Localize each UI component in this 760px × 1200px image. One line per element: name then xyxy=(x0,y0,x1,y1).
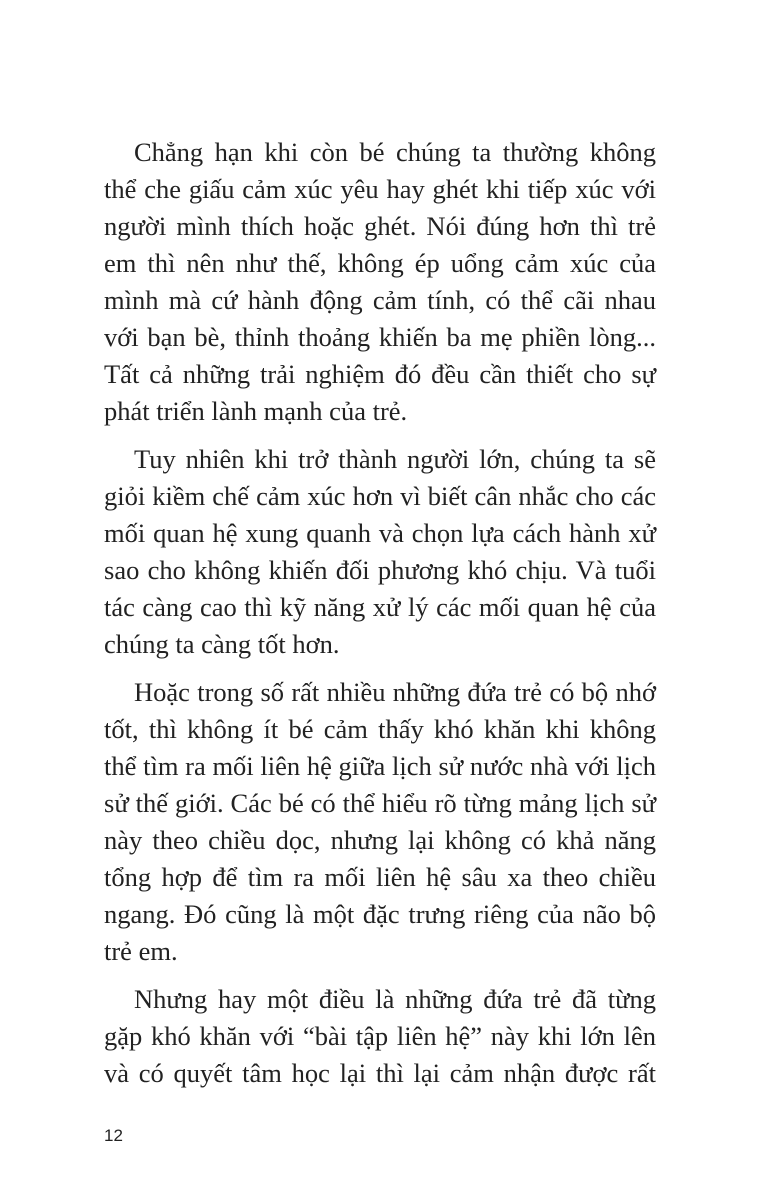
text-line: với bạn bè, thỉnh thoảng khiến ba mẹ phiền lòng... xyxy=(104,322,656,352)
text-line: ngang. Đó cũng là một đặc trưng riêng của não bộ xyxy=(104,899,656,929)
text-line: giỏi kiềm chế cảm xúc hơn vì biết cân nhắc cho các xyxy=(104,481,656,511)
text-line: sử thế giới. Các bé có thể hiểu rõ từng mảng lịch sử xyxy=(104,788,656,818)
text-line: mối quan hệ xung quanh và chọn lựa cách hành xử xyxy=(104,518,656,548)
text-line: Tất cả những trải nghiệm đó đều cần thiết cho sự xyxy=(104,359,656,389)
text-line: người mình thích hoặc ghét. Nói đúng hơn thì trẻ xyxy=(104,211,656,241)
text-line: tổng hợp để tìm ra mối liên hệ sâu xa theo chiều xyxy=(104,862,656,892)
text-line: mình mà cứ hành động cảm tính, có thể cãi nhau xyxy=(104,285,656,315)
text-line: sao cho không khiến đối phương khó chịu. Và tuổi xyxy=(104,555,656,585)
paragraph-2 xyxy=(104,441,656,663)
text-line: tác càng cao thì kỹ năng xử lý các mối quan hệ của xyxy=(104,592,656,622)
text-line: em thì nên như thế, không ép uổng cảm xúc của xyxy=(104,248,656,278)
text-line: Chẳng hạn khi còn bé chúng ta thường không xyxy=(134,137,656,167)
paragraph-3 xyxy=(104,674,656,970)
text-line: này theo chiều dọc, nhưng lại không có khả năng xyxy=(104,825,656,855)
text-line: Hoặc trong số rất nhiều những đứa trẻ có bộ nhớ xyxy=(134,677,656,707)
paragraph-1 xyxy=(104,134,656,430)
text-line: phát triển lành mạnh của trẻ. xyxy=(104,396,408,426)
text-line: thể tìm ra mối liên hệ giữa lịch sử nước nhà với lịch xyxy=(104,751,656,781)
paragraph-4 xyxy=(104,981,656,1092)
text-line: gặp khó khăn với “bài tập liên hệ” này khi lớn lên xyxy=(104,1021,656,1051)
body-text xyxy=(104,134,656,1103)
text-line: Nhưng hay một điều là những đứa trẻ đã từng xyxy=(134,984,656,1014)
text-line: trẻ em. xyxy=(104,936,178,966)
text-line: chúng ta càng tốt hơn. xyxy=(104,629,340,659)
text-line: và có quyết tâm học lại thì lại cảm nhận được rất xyxy=(104,1058,656,1088)
page-number: 12 xyxy=(104,1126,123,1145)
text-line: tốt, thì không ít bé cảm thấy khó khăn khi không xyxy=(104,714,656,744)
text-line: thể che giấu cảm xúc yêu hay ghét khi tiếp xúc với xyxy=(104,174,656,204)
text-line: Tuy nhiên khi trở thành người lớn, chúng ta sẽ xyxy=(134,444,656,474)
